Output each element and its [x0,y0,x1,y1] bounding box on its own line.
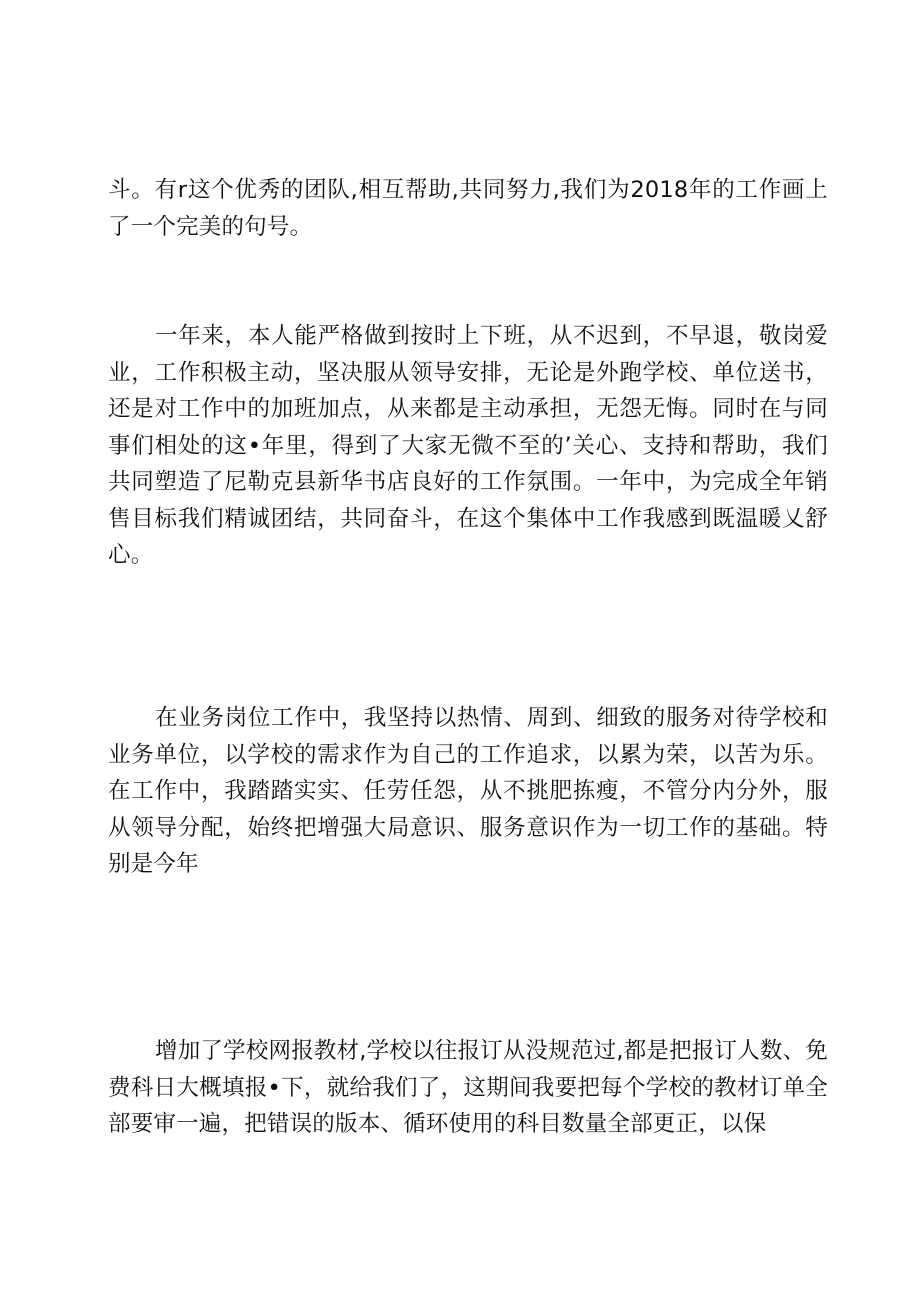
paragraph-attendance: 一年来，本人能严格做到按时上下班，从不迟到，不早退，敬岗爱业，工作积极主动，坚决服从领导安排，无论是外跑学校、单位送书，还是对工作中的加班加点，从来都是主动承担，无怨无悔。同时在与同事们相处的这•年里，得到了大家无微不至的’关心、支持和帮助，我们共同塑造了尼勒克县新华书店良好的工作氛围。一年中，为完成全年销售目标我们精诚团结，共同奋斗，在这个集体中工作我感到既温暖乂舒心。 [108,323,828,568]
paragraph-continuation: 斗。有r这个优秀的团队,相互帮助,共同努力,我们为2018年的工作画上了一个完美的句号。 [108,177,828,240]
paragraph-business-service: 在业务岗位工作中，我坚持以热情、周到、细致的服务对待学校和业务单位，以学校的需求作为自己的工作追求，以累为荣，以苦为乐。在工作中，我踏踏实实、任劳任怨，从不挑肥拣瘦，不管分内分外，服从领导分配，始终把增强大局意识、服务意识作为一切工作的基础。特别是今年 [108,705,828,877]
paragraph-textbook-orders: 增加了学校网报教材,学校以往报订从没规范过,都是把报订人数、免费科日大概填报•下，就给我们了，这期间我要把每个学校的教材订单全部要审一遍，把错误的版本、循环使用的科目数量全部更正，以保 [108,1038,829,1137]
